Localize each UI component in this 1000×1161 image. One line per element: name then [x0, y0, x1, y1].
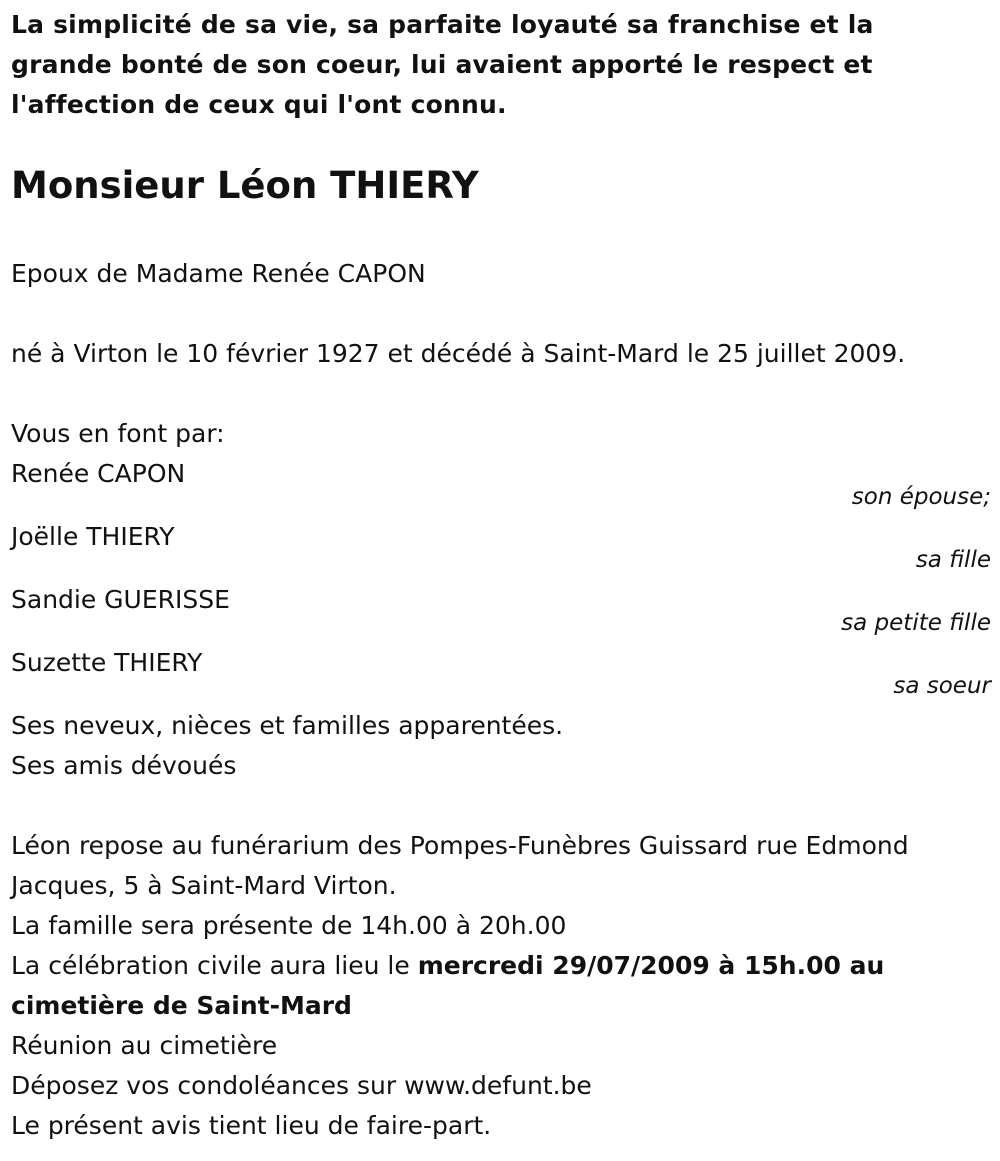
condolences-text: Déposez vos condoléances sur www.defunt.be — [11, 1071, 592, 1100]
repose-text: Léon repose au funérarium des Pompes-Funèbres Guissard rue Edmond Jacques, 5 à Saint-Mard Virton. — [11, 831, 909, 900]
friends-line: Ses amis dévoués — [11, 751, 237, 780]
relative-relation: son épouse; — [851, 484, 991, 510]
ceremony-prefix: La célébration civile aura lieu le — [11, 951, 418, 980]
funeral-info — [11, 826, 986, 1146]
relative-relation: sa fille — [915, 547, 991, 573]
notice-text: Le présent avis tient lieu de faire-part. — [11, 1111, 492, 1140]
epitaph-text: La simplicité de sa vie, sa parfaite loyauté sa franchise et la grande bonté de son coeur, lui avaient apporté le respect et l'affection de ceux qui l'ont connu. — [11, 10, 874, 119]
ceremony-text — [11, 946, 986, 1026]
relative-name: Renée CAPON — [11, 459, 186, 488]
family-presence-text: La famille sera présente de 14h.00 à 20h.00 — [11, 911, 567, 940]
deceased-name: Monsieur Léon THIERY — [11, 164, 479, 207]
ceremony-details: mercredi 29/07/2009 à 15h.00 au cimetière de Saint-Mard — [11, 951, 885, 1020]
relative-name: Suzette THIERY — [11, 648, 203, 677]
extended-family-line: Ses neveux, nièces et familles apparentées. — [11, 711, 564, 740]
relative-relation: sa soeur — [893, 673, 991, 699]
relative-name: Sandie GUERISSE — [11, 585, 230, 614]
announced-by-label: Vous en font par: — [11, 419, 225, 448]
birth-death-line: né à Virton le 10 février 1927 et décédé à Saint-Mard le 25 juillet 2009. — [11, 339, 906, 368]
relative-relation: sa petite fille — [841, 610, 991, 636]
relative-name: Joëlle THIERY — [11, 522, 175, 551]
spouse-line: Epoux de Madame Renée CAPON — [11, 259, 426, 288]
meeting-text: Réunion au cimetière — [11, 1031, 278, 1060]
